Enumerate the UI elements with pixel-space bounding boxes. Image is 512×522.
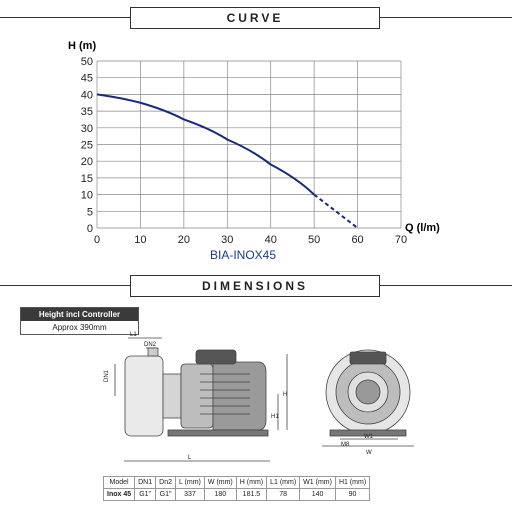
table-cell: G1" bbox=[156, 489, 176, 501]
label-w: W bbox=[366, 450, 372, 456]
x-tick-label: 20 bbox=[177, 234, 190, 246]
y-tick-label: 40 bbox=[80, 89, 93, 102]
table-cell: 180 bbox=[204, 489, 236, 501]
table-header-cell: DN1 bbox=[135, 477, 156, 489]
x-tick-label: 60 bbox=[351, 234, 364, 246]
x-tick-label: 70 bbox=[394, 234, 408, 246]
label-dn1: DN1 bbox=[104, 369, 110, 382]
table-header-cell: L1 (mm) bbox=[267, 477, 300, 489]
table-header-cell: Model bbox=[104, 477, 135, 489]
table-header-cell: W1 (mm) bbox=[300, 477, 336, 489]
table-cell: G1" bbox=[135, 489, 156, 501]
y-tick-label: 45 bbox=[80, 72, 93, 85]
y-tick-label: 25 bbox=[80, 139, 93, 152]
table-header-cell: Dn2 bbox=[156, 477, 176, 489]
dimensions-title: DIMENSIONS bbox=[130, 275, 380, 297]
label-l: L bbox=[188, 455, 192, 461]
table-cell: 181.5 bbox=[236, 489, 266, 501]
table-row bbox=[104, 489, 370, 501]
side-view-drawing bbox=[115, 338, 287, 461]
chart-ticks bbox=[81, 56, 407, 246]
x-tick-label: 0 bbox=[93, 234, 101, 246]
y-tick-label: 50 bbox=[80, 56, 93, 68]
x-tick-label: 50 bbox=[308, 234, 321, 246]
x-tick-label: 30 bbox=[221, 234, 234, 246]
x-tick-label: 40 bbox=[264, 234, 277, 246]
height-box-value: Approx 390mm bbox=[52, 323, 107, 332]
label-m8: M8 bbox=[341, 442, 350, 448]
label-l1: L1 bbox=[130, 332, 137, 338]
y-tick-label: 20 bbox=[80, 156, 93, 169]
table-header-row bbox=[104, 477, 370, 489]
y-tick-label: 35 bbox=[80, 106, 93, 119]
label-h: H bbox=[283, 392, 288, 398]
table-cell: 337 bbox=[175, 489, 204, 501]
height-box-header: Height incl Controller bbox=[21, 308, 138, 321]
pump-drawings bbox=[0, 326, 512, 471]
front-view-drawing bbox=[322, 350, 414, 446]
table-header-cell: H (mm) bbox=[236, 477, 266, 489]
dimensions-table bbox=[103, 476, 370, 501]
table-cell: Inox 45 bbox=[104, 489, 135, 501]
y-tick-label: 30 bbox=[80, 122, 93, 135]
table-header-cell: L (mm) bbox=[175, 477, 204, 489]
table-cell: 78 bbox=[267, 489, 300, 501]
label-dn2: DN2 bbox=[144, 342, 157, 348]
x-tick-label: 10 bbox=[134, 234, 147, 246]
chart-grid bbox=[97, 61, 401, 228]
y-tick-label: 0 bbox=[86, 223, 93, 235]
x-axis-label: Q (l/m) bbox=[405, 222, 440, 234]
y-axis-label: H (m) bbox=[68, 40, 97, 52]
table-cell: 140 bbox=[300, 489, 336, 501]
table-header-cell: W (mm) bbox=[204, 477, 236, 489]
label-h1: H1 bbox=[271, 414, 279, 420]
table-cell: 90 bbox=[335, 489, 369, 501]
model-label: BIA-INOX45 bbox=[210, 248, 277, 262]
y-tick-label: 15 bbox=[80, 172, 93, 185]
label-w1: W1 bbox=[364, 434, 373, 440]
curve-title: CURVE bbox=[130, 7, 380, 29]
y-tick-label: 5 bbox=[86, 206, 93, 219]
table-header-cell: H1 (mm) bbox=[335, 477, 369, 489]
pump-curve-chart bbox=[0, 32, 512, 272]
y-tick-label: 10 bbox=[80, 189, 93, 202]
